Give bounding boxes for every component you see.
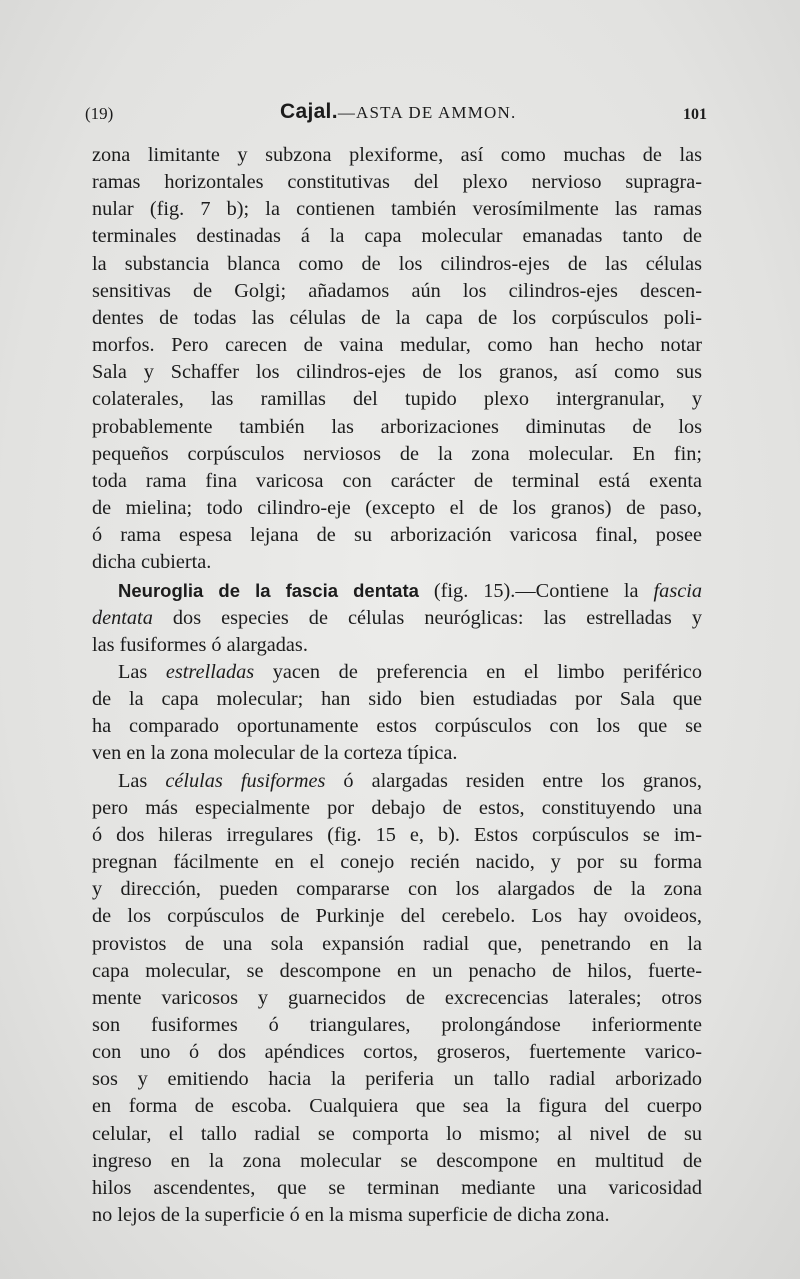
text-line: ramas horizontales constitutivas del plexo nervioso supragra- [92, 171, 702, 194]
text-line [92, 659, 702, 686]
text-line: de los corpúsculos de Purkinje del cerebelo. Los hay ovoideos, [92, 905, 702, 928]
text-line: celular, el tallo radial se comporta lo mismo; al nivel de su [92, 1122, 702, 1145]
text-line: zona limitante y subzona plexiforme, así como muchas de las [92, 144, 702, 166]
text-line: Sala y Schaffer los cilindros-ejes de los granos, así como sus [92, 361, 702, 384]
text-line: de mielina; todo cilindro-eje (excepto el de los granos) de paso, [92, 497, 702, 520]
text-line: mente varicosos y guarnecidos de excrecencias laterales; otros [92, 986, 702, 1009]
text-line: morfos. Pero carecen de vaina medular, como han hecho notar [92, 334, 702, 357]
header-title [280, 100, 516, 124]
text-run: ó alargadas residen entre los granos, [325, 769, 702, 792]
paragraph-4 [92, 768, 702, 1230]
paragraph-1 [92, 142, 702, 577]
text-line [92, 605, 702, 632]
italic-term: dentata [92, 606, 153, 629]
text-line: en forma de escoba. Cualquiera que sea la figura del cuerpo [92, 1095, 702, 1118]
section-heading: Neuroglia de la fascia dentata [118, 579, 419, 601]
text-run: (fig. 15).—Contiene la [418, 579, 654, 602]
italic-term: estrelladas [165, 660, 255, 683]
text-line: sos y emitiendo hacia la periferia un tallo radial arborizado [92, 1068, 702, 1091]
text-line: pregnan fácilmente en el conejo recién nacido, y por su forma [92, 851, 702, 874]
text-run: dos especies de células neuróglicas: las estrelladas y [152, 606, 702, 629]
page-number: 101 [683, 106, 707, 123]
text-line: terminales destinadas á la capa molecular emanadas tanto de [92, 225, 702, 248]
text-line: ó rama espesa lejana de su arborización varicosa final, posee [92, 524, 702, 547]
text-line: pequeños corpúsculos nerviosos de la zona molecular. En fin; [92, 442, 702, 465]
text-line: son fusiformes ó triangulares, prolongándose inferiormente [92, 1014, 702, 1036]
text-line: sensitivas de Golgi; añadamos aún los cilindros-ejes descen- [92, 279, 702, 302]
italic-term: células fusiformes [165, 769, 326, 792]
header-signature: (19) [85, 104, 114, 123]
text-line: probablemente también las arborizaciones diminutas de los [92, 415, 702, 438]
text-line: hilos ascendentes, que se terminan mediante una varicosidad [92, 1176, 702, 1199]
text-line: colaterales, las ramillas del tupido plexo intergranular, y [92, 388, 702, 411]
text-line: y dirección, pueden compararse con los alargados de la zona [92, 878, 702, 901]
text-line: ha comparado oportunamente estos corpúsculos con los que se [92, 715, 702, 738]
text-line: de la capa molecular; han sido bien estudiadas por Sala que [92, 688, 702, 711]
text-line: ven en la zona molecular de la corteza típica. [92, 742, 458, 765]
paragraph-2 [92, 577, 702, 659]
text-line: dentes de todas las células de la capa de los corpúsculos poli- [92, 306, 702, 329]
text-line: nular (fig. 7 b); la contienen también verosímilmente las ramas [92, 198, 702, 221]
text-run: Las [118, 769, 166, 792]
text-line: con uno ó dos apéndices cortos, groseros, fuertemente varico- [92, 1041, 702, 1064]
text-line: capa molecular, se descompone en un penacho de hilos, fuerte- [92, 959, 702, 982]
text-line: ingreso en la zona molecular se descompone en multitud de [92, 1149, 702, 1172]
text-run: yacen de preferencia en el limbo periférico [254, 660, 703, 683]
text-line: dicha cubierta. [92, 551, 212, 574]
text-line: la substancia blanca como de los cilindros-ejes de las células [92, 252, 702, 275]
italic-term: fascia [653, 579, 702, 602]
text-line [92, 577, 702, 605]
text-line: las fusiformes ó alargadas. [92, 633, 308, 656]
text-line: provistos de una sola expansión radial que, penetrando en la [92, 932, 702, 955]
running-header [85, 100, 707, 130]
text-line [92, 768, 702, 795]
header-author: Cajal. [280, 100, 338, 123]
text-line: ó dos hileras irregulares (fig. 15 e, b). Estos corpúsculos se im- [92, 823, 702, 846]
text-line: pero más especialmente por debajo de estos, constituyendo una [92, 796, 702, 819]
text-line: no lejos de la superficie ó en la misma superficie de dicha zona. [92, 1204, 610, 1227]
body-text [92, 142, 702, 1229]
text-run: Las [118, 660, 166, 683]
text-line: toda rama fina varicosa con carácter de terminal está exenta [92, 469, 702, 492]
header-chapter: —ASTA DE AMMON. [337, 103, 517, 122]
paragraph-3 [92, 659, 702, 768]
